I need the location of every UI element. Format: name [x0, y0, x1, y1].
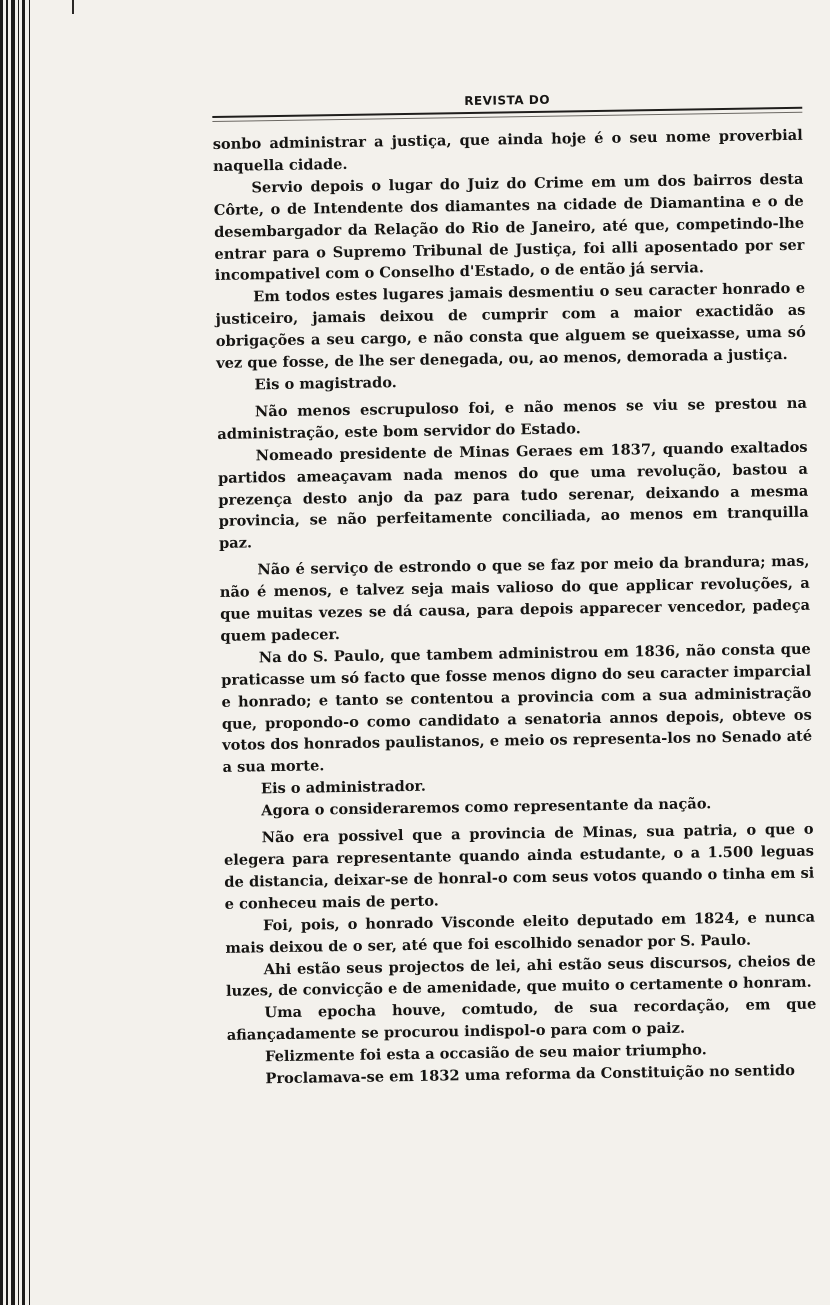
paragraph: Eis o administrador.	[260, 778, 427, 798]
paragraph: Felizmente foi esta a occasião de seu maior triumpho.	[264, 1041, 707, 1066]
paragraph: Não é serviço de estrondo o que se faz por meio da brandura; mas, não é menos, e talvez seja mais valioso do que applicar revoluções, a que muitas vezes se dá causa, para depois apparecer vencedor, padeça quem padecer.	[219, 552, 811, 645]
paragraph: Servio depois o lugar do Juiz do Crime em um dos bairros desta Côrte, o de Intendente dos diamantes na cidade de Diamantina e o de desembargador da Relação do Rio de Janeiro, até que, competindo-lhe entrar para o Supremo Tribunal de Justiça, foi alli aposentado por ser incompativel com o Conselho d'Estado, o de então já servia.	[213, 170, 805, 285]
paragraph: Não menos escrupuloso foi, e não menos se viu se prestou na administração, este bom servidor do Estado.	[217, 394, 808, 443]
paragraph: Proclamava-se em 1832 uma reforma da Constituição no sentido	[265, 1062, 796, 1088]
paragraph: Eis o magistrado.	[254, 374, 397, 394]
paragraph: Foi, pois, o honrado Visconde eleito deputado em 1824, e nunca mais deixou de o ser, até que foi escolhido senador por S. Paulo.	[225, 908, 816, 957]
paragraph: Na do S. Paulo, que tambem administrou em 1836, não consta que praticasse um só facto que fosse menos digno do seu caracter imparcial e honrado; e tanto se contentou a provincia com a sua administração que, propondo-o como candidato a senatoria annos depois, obteve os votos dos honrados paulistanos, e meio os representa-los no Senado até a sua morte.	[221, 640, 813, 777]
paragraph: Uma epocha houve, comtudo, de sua recordação, em que afiançadamente se procurou indispol-o para com o paiz.	[226, 995, 817, 1045]
paragraph: Em todos estes lugares jamais desmentiu o seu caracter honrado e justiceiro, jamais deixou de cumprir com a maior exactidão as obrigações a seu cargo, e não consta que alguem se queixasse, uma só vez que fosse, de lhe ser denegada, ou, ao menos, demorada a justiça.	[215, 280, 806, 373]
paragraph: Nomeado presidente de Minas Geraes em 1837, quando exaltados partidos ameaçavam nada menos do que uma revolução, bastou a prezença desto anjo da paz para tudo serenar, deixando a mesma provincia, se não perfeitamente conciliada, ao menos em tranquilla paz.	[217, 438, 809, 553]
paragraph: sonbo administrar a justiça, que ainda hoje é o seu nome proverbial naquella cidade.	[212, 126, 803, 175]
body-text	[213, 125, 818, 1091]
paragraph: Ahi estão seus projectos de lei, ahi estão seus discursos, cheios de luzes, de convicção e de amenidade, que muito o certamente o honram.	[225, 952, 816, 1001]
running-head: REVISTA DO	[464, 92, 551, 109]
paragraph: Agora o consideraremos como representante da nação.	[261, 795, 712, 820]
paragraph: Não era possivel que a provincia de Minas, sua patria, o que o elegera para representante quando ainda estudante, o a 1.500 leguas de distancia, deixar-se de honral-o com seus votos quando o tinha em si e conheceu mais de perto.	[223, 820, 815, 913]
book-binding	[0, 0, 34, 1305]
margin-mark	[72, 0, 74, 14]
book-page	[212, 87, 818, 1091]
